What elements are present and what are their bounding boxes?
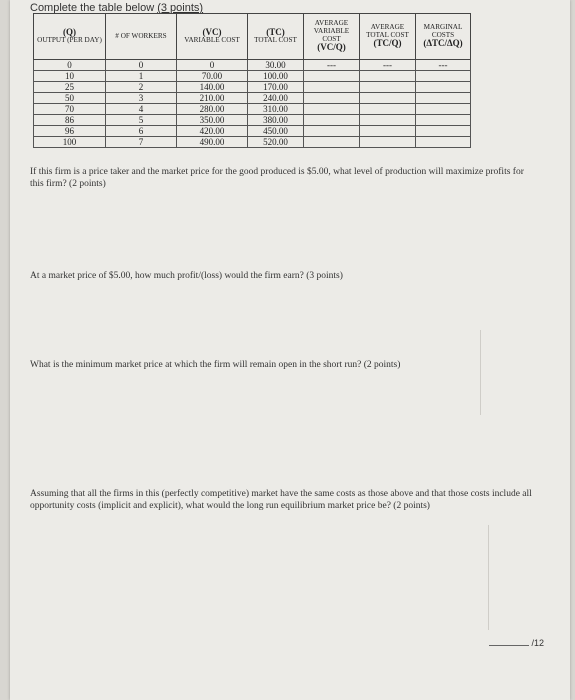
- table-cell[interactable]: [304, 71, 360, 82]
- table-cell[interactable]: ---: [304, 60, 360, 71]
- table-cell: 7: [106, 137, 177, 148]
- table-cell: 25: [34, 82, 106, 93]
- table-row: [34, 126, 471, 137]
- question-4: Assuming that all the firms in this (perfectly competitive) market have the same costs as those above and that those costs include all opportunity costs (implicit and explicit), what would the long run equilibrium market price be? (2 points): [30, 489, 532, 511]
- table-row: [34, 137, 471, 148]
- table-cell[interactable]: ---: [416, 60, 471, 71]
- table-cell: 380.00: [248, 115, 304, 126]
- table-row: [34, 104, 471, 115]
- table-cell: 100: [34, 137, 106, 148]
- table-row: [34, 93, 471, 104]
- table-cell: 70: [34, 104, 106, 115]
- table-row: [34, 82, 471, 93]
- table-cell[interactable]: [360, 104, 416, 115]
- table-cell: 520.00: [248, 137, 304, 148]
- table-cell: 86: [34, 115, 106, 126]
- table-cell: 310.00: [248, 104, 304, 115]
- table-cell: 70.00: [177, 71, 248, 82]
- table-cell[interactable]: [304, 82, 360, 93]
- table-cell: 2: [106, 82, 177, 93]
- table-cell: 0: [106, 60, 177, 71]
- table-cell: 96: [34, 126, 106, 137]
- table-cell: 30.00: [248, 60, 304, 71]
- table-row: [34, 115, 471, 126]
- instruction-text: Complete the table below: [30, 2, 155, 14]
- worksheet-page: [10, 0, 570, 700]
- table-cell: 5: [106, 115, 177, 126]
- score-box: [489, 638, 544, 648]
- table-cell[interactable]: [304, 126, 360, 137]
- table-cell[interactable]: [304, 93, 360, 104]
- table-cell[interactable]: [416, 93, 471, 104]
- table-cell: 420.00: [177, 126, 248, 137]
- table-cell: 100.00: [248, 71, 304, 82]
- question-3: What is the minimum market price at which the firm will remain open in the short run? (2 points): [30, 360, 401, 370]
- score-blank[interactable]: [489, 645, 529, 646]
- table-cell: 1: [106, 71, 177, 82]
- table-cell: 50: [34, 93, 106, 104]
- header-variable-cost: (VC) VARIABLE COST: [177, 14, 248, 60]
- score-total: /12: [531, 638, 544, 648]
- table-cell: 10: [34, 71, 106, 82]
- table-cell[interactable]: [416, 82, 471, 93]
- table-cell[interactable]: [416, 115, 471, 126]
- table-cell: 3: [106, 93, 177, 104]
- table-cell[interactable]: [360, 115, 416, 126]
- table-cell[interactable]: [416, 126, 471, 137]
- table-cell: 210.00: [177, 93, 248, 104]
- table-cell: 240.00: [248, 93, 304, 104]
- question-2: At a market price of $5.00, how much profit/(loss) would the firm earn? (3 points): [30, 271, 343, 281]
- table-cell: 350.00: [177, 115, 248, 126]
- table-cell[interactable]: [360, 71, 416, 82]
- table-cell[interactable]: [304, 115, 360, 126]
- header-avg-total-cost: AVERAGE TOTAL COST (TC/Q): [360, 14, 416, 60]
- table-cell: 450.00: [248, 126, 304, 137]
- table-cell[interactable]: [360, 93, 416, 104]
- table-cell: 490.00: [177, 137, 248, 148]
- table-cell[interactable]: [416, 71, 471, 82]
- instruction-points: (3 points): [157, 2, 204, 14]
- table-cell: 0: [177, 60, 248, 71]
- table-row: [34, 71, 471, 82]
- header-marginal-costs: MARGINAL COSTS (ΔTC/ΔQ): [416, 14, 471, 60]
- table-cell[interactable]: [360, 126, 416, 137]
- header-total-cost: (TC) TOTAL COST: [248, 14, 304, 60]
- cost-table: [33, 13, 471, 148]
- table-cell: 280.00: [177, 104, 248, 115]
- header-output: (Q) OUTPUT (PER DAY): [34, 14, 106, 60]
- table-cell: 4: [106, 104, 177, 115]
- question-1: If this firm is a price taker and the market price for the good produced is $5.00, what level of production will maximize profits for this firm? (2 points): [30, 167, 524, 189]
- table-cell[interactable]: [360, 82, 416, 93]
- margin-mark: [480, 330, 481, 415]
- table-cell[interactable]: [304, 104, 360, 115]
- table-cell[interactable]: [360, 137, 416, 148]
- table-cell[interactable]: [416, 137, 471, 148]
- header-avg-variable-cost: AVERAGE VARIABLE COST (VC/Q): [304, 14, 360, 60]
- margin-mark: [488, 525, 489, 630]
- table-cell: 140.00: [177, 82, 248, 93]
- header-workers: # OF WORKERS: [106, 14, 177, 60]
- table-cell[interactable]: [416, 104, 471, 115]
- table-cell: 6: [106, 126, 177, 137]
- table-row: [34, 60, 471, 71]
- table-cell[interactable]: ---: [360, 60, 416, 71]
- table-cell: 0: [34, 60, 106, 71]
- table-header-row: [34, 14, 471, 60]
- table-cell[interactable]: [304, 137, 360, 148]
- table-cell: 170.00: [248, 82, 304, 93]
